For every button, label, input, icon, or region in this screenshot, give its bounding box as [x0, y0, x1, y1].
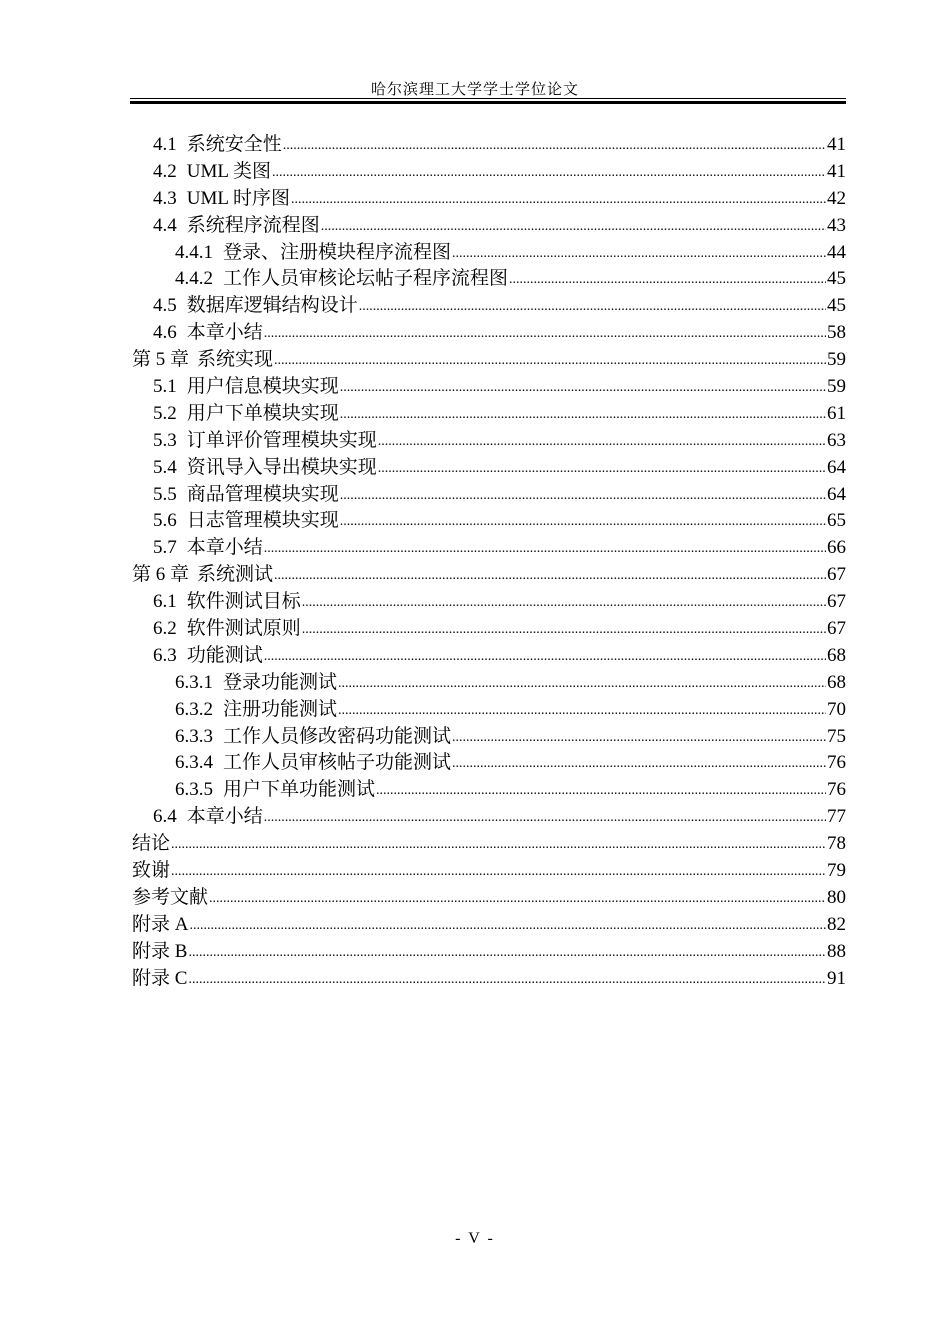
- page-number: - V -: [455, 1230, 495, 1247]
- toc-entry-page: 44: [827, 241, 846, 263]
- toc-dot-leader: [340, 509, 826, 536]
- toc-entry-page: 88: [827, 940, 846, 962]
- toc-dot-leader: [264, 321, 826, 348]
- toc-entry-title: 参考文献: [132, 886, 209, 908]
- toc-entry-title: 工作人员审核论坛帖子程序流程图: [223, 268, 509, 290]
- toc-entry-title: 软件测试原则: [186, 618, 301, 640]
- toc-entry-title: 注册功能测试: [223, 698, 338, 720]
- toc-entry-page: 67: [827, 618, 846, 640]
- toc-entry[interactable]: [130, 535, 846, 562]
- toc-entry-page: 45: [827, 295, 846, 317]
- toc-entry-title: 商品管理模块实现: [186, 483, 339, 505]
- toc-dot-leader: [302, 590, 826, 617]
- toc-entry-page: 64: [827, 456, 846, 478]
- toc-entry-number: 5.4: [153, 456, 177, 478]
- toc-entry-page: 41: [827, 134, 846, 155]
- toc-dot-leader: [272, 160, 826, 187]
- toc-entry-number: 6.1: [153, 591, 177, 613]
- toc-entry-number: 6.3.3: [175, 725, 213, 747]
- toc-entry-page: 41: [827, 160, 846, 182]
- toc-entry[interactable]: [130, 562, 846, 589]
- toc-entry-page: 82: [827, 913, 846, 935]
- toc-entry[interactable]: [130, 266, 846, 293]
- toc-entry[interactable]: [130, 616, 846, 643]
- toc-entry-number: 6.2: [153, 618, 177, 640]
- toc-entry-page: 43: [827, 214, 846, 236]
- toc-entry[interactable]: [130, 939, 846, 966]
- toc-entry-page: 68: [827, 671, 846, 693]
- toc-entry-title: 致谢: [132, 860, 171, 882]
- toc-dot-leader: [171, 832, 826, 859]
- toc-dot-leader: [283, 133, 826, 160]
- toc-entry-number: 4.5: [153, 295, 177, 317]
- toc-entry[interactable]: [130, 455, 846, 482]
- toc-dot-leader: [291, 187, 826, 214]
- toc-entry[interactable]: [130, 186, 846, 213]
- toc-entry-number: 6.3.1: [175, 671, 213, 693]
- toc-entry-page: 78: [827, 833, 846, 855]
- toc-entry-title: 用户下单功能测试: [223, 779, 376, 801]
- toc-entry[interactable]: [130, 132, 846, 159]
- toc-entry-title: 用户信息模块实现: [186, 376, 339, 398]
- toc-entry-number: 4.4.2: [175, 268, 213, 290]
- toc-dot-leader: [264, 644, 826, 671]
- toc-dot-leader: [171, 859, 826, 886]
- toc-entry-title: 本章小结: [186, 322, 263, 344]
- toc-entry-page: 58: [827, 322, 846, 344]
- toc-entry-title: 系统实现: [197, 349, 274, 371]
- toc-entry-number: 4.4.1: [175, 241, 213, 263]
- toc-entry[interactable]: [130, 750, 846, 777]
- toc-dot-leader: [452, 725, 826, 752]
- toc-entry[interactable]: [130, 374, 846, 401]
- toc-entry-number: 6.4: [153, 806, 177, 828]
- toc-entry[interactable]: [130, 777, 846, 804]
- toc-entry[interactable]: [130, 643, 846, 670]
- toc-entry-number: 6.3.5: [175, 779, 213, 801]
- toc-entry[interactable]: [130, 320, 846, 347]
- toc-entry[interactable]: [130, 401, 846, 428]
- toc-entry-page: 76: [827, 779, 846, 801]
- toc-entry-page: 66: [827, 537, 846, 559]
- toc-entry[interactable]: [130, 293, 846, 320]
- toc-entry[interactable]: [130, 858, 846, 885]
- toc-entry-title: 本章小结: [186, 537, 263, 559]
- toc-entry-page: 91: [827, 967, 846, 989]
- toc-entry-page: 61: [827, 402, 846, 424]
- toc-dot-leader: [378, 456, 826, 483]
- toc-entry[interactable]: [130, 912, 846, 939]
- toc-entry-number: 4.6: [153, 322, 177, 344]
- toc-dot-leader: [338, 671, 826, 698]
- toc-entry-title: 功能测试: [186, 644, 263, 666]
- toc-dot-leader: [338, 698, 826, 725]
- toc-dot-leader: [509, 267, 826, 294]
- toc-entry[interactable]: [130, 966, 846, 993]
- toc-entry-number: 第 6 章: [132, 564, 190, 586]
- toc-entry-page: 59: [827, 349, 846, 371]
- toc-entry[interactable]: [130, 804, 846, 831]
- toc-entry-title: 系统安全性: [186, 134, 282, 155]
- toc-dot-leader: [359, 294, 826, 321]
- toc-entry-page: 75: [827, 725, 846, 747]
- toc-entry-title: 工作人员审核帖子功能测试: [223, 752, 452, 774]
- toc-entry-page: 79: [827, 860, 846, 882]
- toc-entry-number: 5.5: [153, 483, 177, 505]
- toc-entry[interactable]: [130, 347, 846, 374]
- toc-entry-page: 64: [827, 483, 846, 505]
- table-of-contents: [130, 132, 846, 993]
- toc-entry-page: 76: [827, 752, 846, 774]
- toc-entry[interactable]: [130, 159, 846, 186]
- toc-entry-title: 日志管理模块实现: [186, 510, 339, 532]
- toc-dot-leader: [340, 402, 826, 429]
- toc-dot-leader: [274, 563, 826, 590]
- toc-dot-leader: [209, 886, 826, 913]
- toc-entry-number: 4.1: [153, 134, 177, 155]
- toc-dot-leader: [264, 536, 826, 563]
- toc-entry-number: 4.4: [153, 214, 177, 236]
- toc-entry[interactable]: [130, 589, 846, 616]
- toc-entry[interactable]: [130, 724, 846, 751]
- toc-dot-leader: [378, 429, 826, 456]
- toc-entry-title: 订单评价管理模块实现: [186, 429, 377, 451]
- toc-entry-title: 系统程序流程图: [186, 214, 320, 236]
- toc-entry-number: 5.6: [153, 510, 177, 532]
- toc-entry[interactable]: [130, 670, 846, 697]
- toc-dot-leader: [340, 483, 826, 510]
- toc-entry-title: 附录 A: [132, 913, 189, 935]
- toc-dot-leader: [188, 967, 826, 994]
- toc-entry[interactable]: [130, 482, 846, 509]
- toc-entry-title: 登录、注册模块程序流程图: [223, 241, 452, 263]
- toc-entry-number: 6.3: [153, 644, 177, 666]
- header-rule-thin: [130, 98, 846, 99]
- toc-entry-number: 5.2: [153, 402, 177, 424]
- toc-dot-leader: [264, 805, 826, 832]
- toc-dot-leader: [452, 241, 826, 268]
- toc-entry-number: 5.7: [153, 537, 177, 559]
- toc-entry[interactable]: [130, 885, 846, 912]
- toc-entry-title: 附录 C: [132, 967, 188, 989]
- toc-dot-leader: [340, 375, 826, 402]
- toc-dot-leader: [189, 913, 826, 940]
- toc-entry-title: 资讯导入导出模块实现: [186, 456, 377, 478]
- toc-entry-page: 67: [827, 591, 846, 613]
- toc-entry-page: 77: [827, 806, 846, 828]
- running-header: 哈尔滨理工大学学士学位论文: [370, 82, 579, 98]
- toc-entry[interactable]: [130, 213, 846, 240]
- toc-entry-page: 45: [827, 268, 846, 290]
- toc-dot-leader: [321, 214, 826, 241]
- toc-entry-title: 附录 B: [132, 940, 188, 962]
- toc-entry-title: 结论: [132, 833, 171, 855]
- toc-dot-leader: [274, 348, 826, 375]
- toc-dot-leader: [302, 617, 826, 644]
- toc-entry-title: 登录功能测试: [223, 671, 338, 693]
- toc-entry-number: 6.3.4: [175, 752, 213, 774]
- toc-entry[interactable]: [130, 240, 846, 267]
- toc-entry-title: 本章小结: [186, 806, 263, 828]
- toc-entry-title: UML 类图: [186, 160, 272, 182]
- toc-entry-number: 5.3: [153, 429, 177, 451]
- toc-entry-title: UML 时序图: [186, 187, 291, 209]
- toc-entry-title: 软件测试目标: [186, 591, 301, 613]
- toc-entry-page: 70: [827, 698, 846, 720]
- toc-entry[interactable]: [130, 508, 846, 535]
- toc-entry-number: 第 5 章: [132, 349, 190, 371]
- toc-entry-page: 42: [827, 187, 846, 209]
- toc-entry-number: 5.1: [153, 376, 177, 398]
- toc-dot-leader: [452, 751, 826, 778]
- toc-entry-title: 用户下单模块实现: [186, 402, 339, 424]
- toc-entry-title: 数据库逻辑结构设计: [186, 295, 358, 317]
- toc-dot-leader: [188, 940, 826, 967]
- toc-entry-page: 59: [827, 376, 846, 398]
- header-rule-thick: [130, 101, 846, 104]
- toc-entry[interactable]: [130, 428, 846, 455]
- toc-entry-page: 80: [827, 886, 846, 908]
- toc-entry[interactable]: [130, 831, 846, 858]
- toc-entry-title: 工作人员修改密码功能测试: [223, 725, 452, 747]
- toc-entry-title: 系统测试: [197, 564, 274, 586]
- toc-entry-page: 67: [827, 564, 846, 586]
- toc-entry-page: 68: [827, 644, 846, 666]
- toc-entry-page: 65: [827, 510, 846, 532]
- toc-entry-number: 6.3.2: [175, 698, 213, 720]
- toc-dot-leader: [376, 778, 826, 805]
- toc-entry[interactable]: [130, 697, 846, 724]
- toc-entry-number: 4.2: [153, 160, 177, 182]
- toc-entry-number: 4.3: [153, 187, 177, 209]
- toc-entry-page: 63: [827, 429, 846, 451]
